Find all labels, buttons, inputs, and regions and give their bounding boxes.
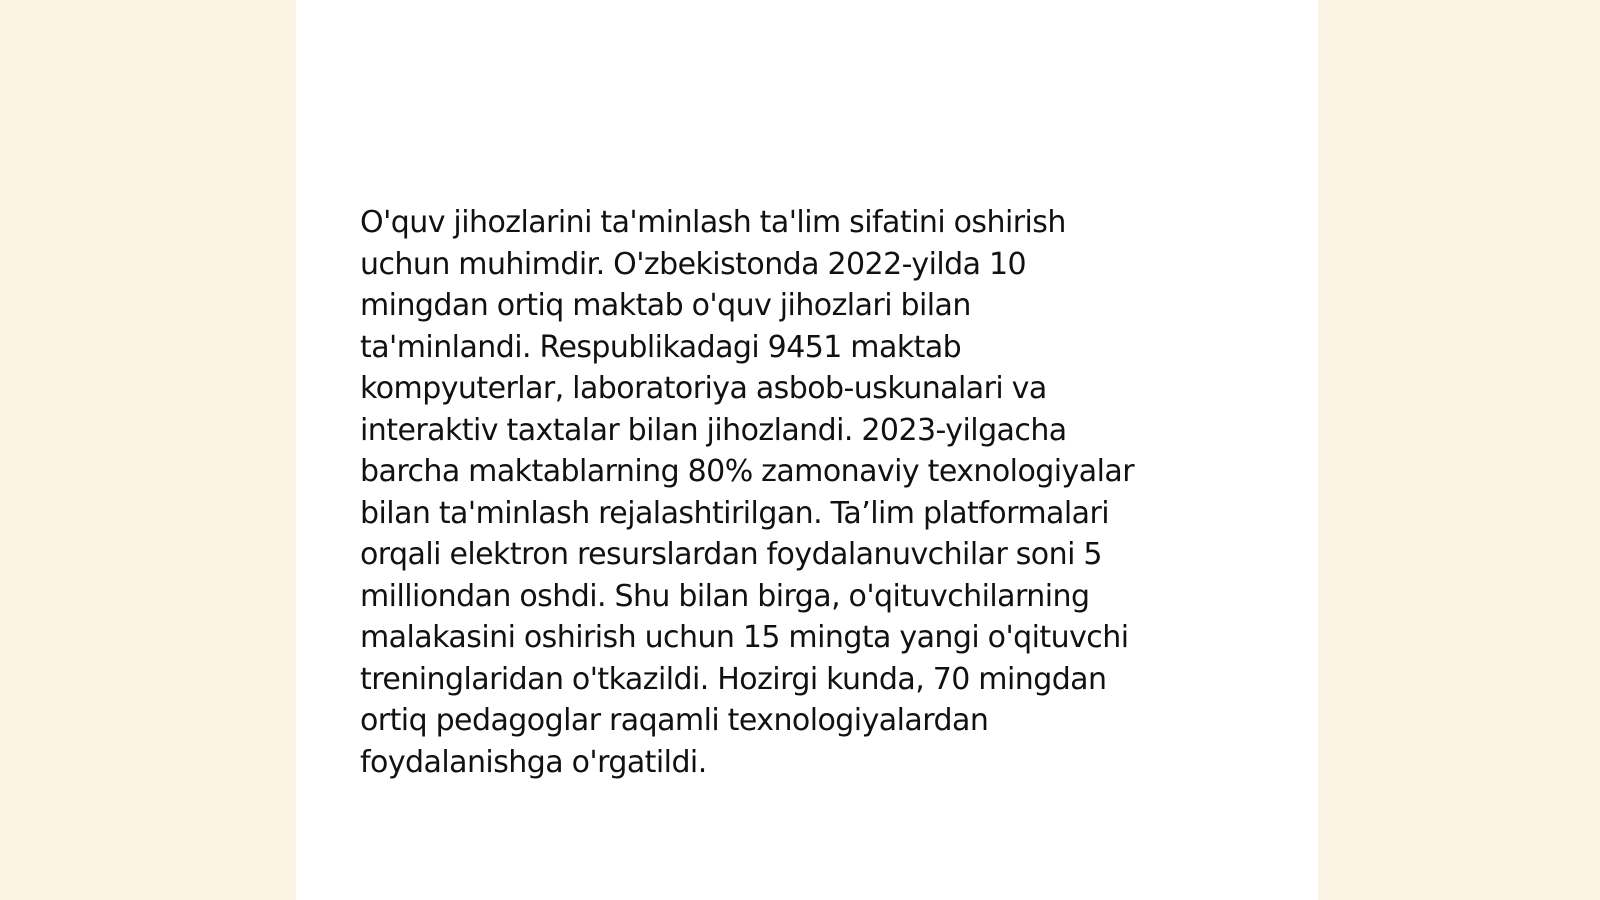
document-page: [296, 0, 1318, 900]
paragraph-line: malakasini oshirish uchun 15 mingta yangi o'qituvchi: [360, 620, 1129, 655]
paragraph-line: ta'minlandi. Respublikadagi 9451 maktab: [360, 329, 962, 365]
paragraph-line: ortiq pedagoglar raqamli texnologiyalardan: [360, 703, 989, 738]
paragraph-line: orqali elektron resurslardan foydalanuvchilar soni 5: [360, 537, 1102, 572]
paragraph-line: O'quv jihozlarini ta'minlash ta'lim sifatini oshirish: [360, 205, 1066, 240]
body-paragraph: [360, 202, 1260, 783]
paragraph-line: uchun muhimdir. O'zbekistonda 2022-yilda 10: [360, 246, 1027, 282]
paragraph-line: kompyuterlar, laboratoriya asbob-uskunalari va: [360, 371, 1047, 406]
paragraph-line: bilan ta'minlash rejalashtirilgan. Ta’lim platformalari: [360, 495, 1110, 531]
paragraph-line: mingdan ortiq maktab o'quv jihozlari bilan: [360, 288, 971, 323]
paragraph-line: milliondan oshdi. Shu bilan birga, o'qituvchilarning: [360, 578, 1090, 614]
paragraph-line: treninglaridan o'tkazildi. Hozirgi kunda, 70 mingdan: [360, 661, 1107, 697]
paragraph-line: barcha maktablarning 80% zamonaviy texnologiyalar: [360, 454, 1134, 489]
paragraph-line: foydalanishga o'rgatildi.: [360, 744, 707, 780]
paragraph-line: interaktiv taxtalar bilan jihozlandi. 2023-yilgacha: [360, 412, 1067, 448]
